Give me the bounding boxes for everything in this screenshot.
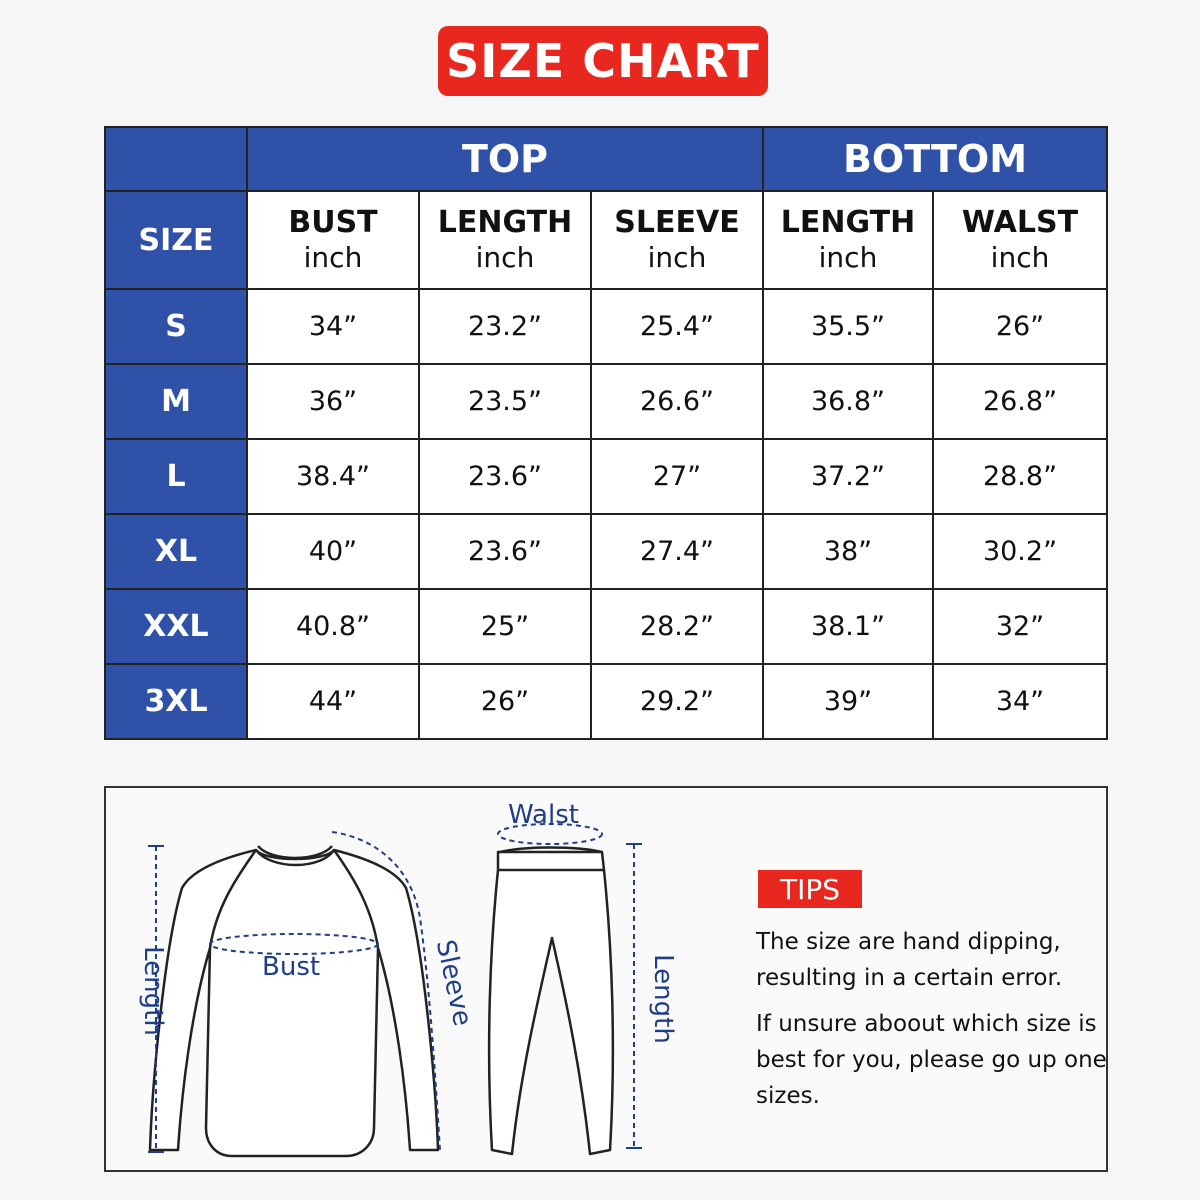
value-cell: 23.6” [419,514,591,589]
size-chart-table [104,126,1108,740]
table-row [105,589,1107,664]
value-cell: 23.5” [419,364,591,439]
size-cell: M [105,364,247,439]
value-cell: 23.2” [419,289,591,364]
pants-icon [489,848,613,1155]
value-cell: 38.1” [763,589,933,664]
length-bottom-label: Length [647,954,678,1044]
value-cell: 40” [247,514,419,589]
size-cell: 3XL [105,664,247,739]
bust-column-header [247,191,419,289]
value-cell: 23.6” [419,439,591,514]
bottom-length-column-header [763,191,933,289]
bottom-group-header: BOTTOM [763,127,1107,191]
table-row [105,289,1107,364]
value-cell: 34” [933,664,1107,739]
value-cell: 28.8” [933,439,1107,514]
measurement-guide-panel [104,786,1108,1172]
size-cell: XL [105,514,247,589]
shirt-icon [150,846,438,1156]
column-unit: inch [475,241,535,275]
column-name: BUST [288,205,378,241]
top-group-header: TOP [247,127,763,191]
bust-label: Bust [262,952,321,982]
length-top-label: Length [137,946,168,1036]
value-cell: 29.2” [591,664,763,739]
value-cell: 38.4” [247,439,419,514]
value-cell: 37.2” [763,439,933,514]
column-unit: inch [818,241,878,275]
sleeve-column-header [591,191,763,289]
size-cell: XXL [105,589,247,664]
value-cell: 36” [247,364,419,439]
sleeve-label: Sleeve [429,937,478,1029]
waist-column-header [933,191,1107,289]
column-name: LENGTH [437,205,573,241]
column-name: LENGTH [780,205,916,241]
value-cell: 44” [247,664,419,739]
value-cell: 27” [591,439,763,514]
table-row [105,364,1107,439]
size-cell: L [105,439,247,514]
value-cell: 34” [247,289,419,364]
value-cell: 38” [763,514,933,589]
waist-label: Walst [508,800,579,830]
value-cell: 26” [933,289,1107,364]
value-cell: 27.4” [591,514,763,589]
column-unit: inch [990,241,1050,275]
value-cell: 40.8” [247,589,419,664]
table-row [105,664,1107,739]
value-cell: 32” [933,589,1107,664]
value-cell: 26.6” [591,364,763,439]
corner-cell [105,127,247,191]
top-length-column-header [419,191,591,289]
column-name: WALST [961,205,1079,241]
value-cell: 39” [763,664,933,739]
column-unit: inch [647,241,707,275]
value-cell: 25” [419,589,591,664]
table-row [105,514,1107,589]
tip-text-error: The size are hand dipping, resulting in a certain error. [756,929,1063,991]
value-cell: 26.8” [933,364,1107,439]
group-header-row [105,127,1107,191]
tip-text-size-up: If unsure aboout which size is best for you, please go up one sizes. [756,1011,1107,1109]
column-unit: inch [303,241,363,275]
value-cell: 30.2” [933,514,1107,589]
size-chart-title: SIZE CHART [438,26,768,96]
column-name: SLEEVE [614,205,740,241]
value-cell: 25.4” [591,289,763,364]
value-cell: 26” [419,664,591,739]
column-header-row [105,191,1107,289]
value-cell: 28.2” [591,589,763,664]
value-cell: 35.5” [763,289,933,364]
size-cell: S [105,289,247,364]
value-cell: 36.8” [763,364,933,439]
size-column-header: SIZE [105,191,247,289]
table-row [105,439,1107,514]
tips-badge: TIPS [758,870,862,908]
